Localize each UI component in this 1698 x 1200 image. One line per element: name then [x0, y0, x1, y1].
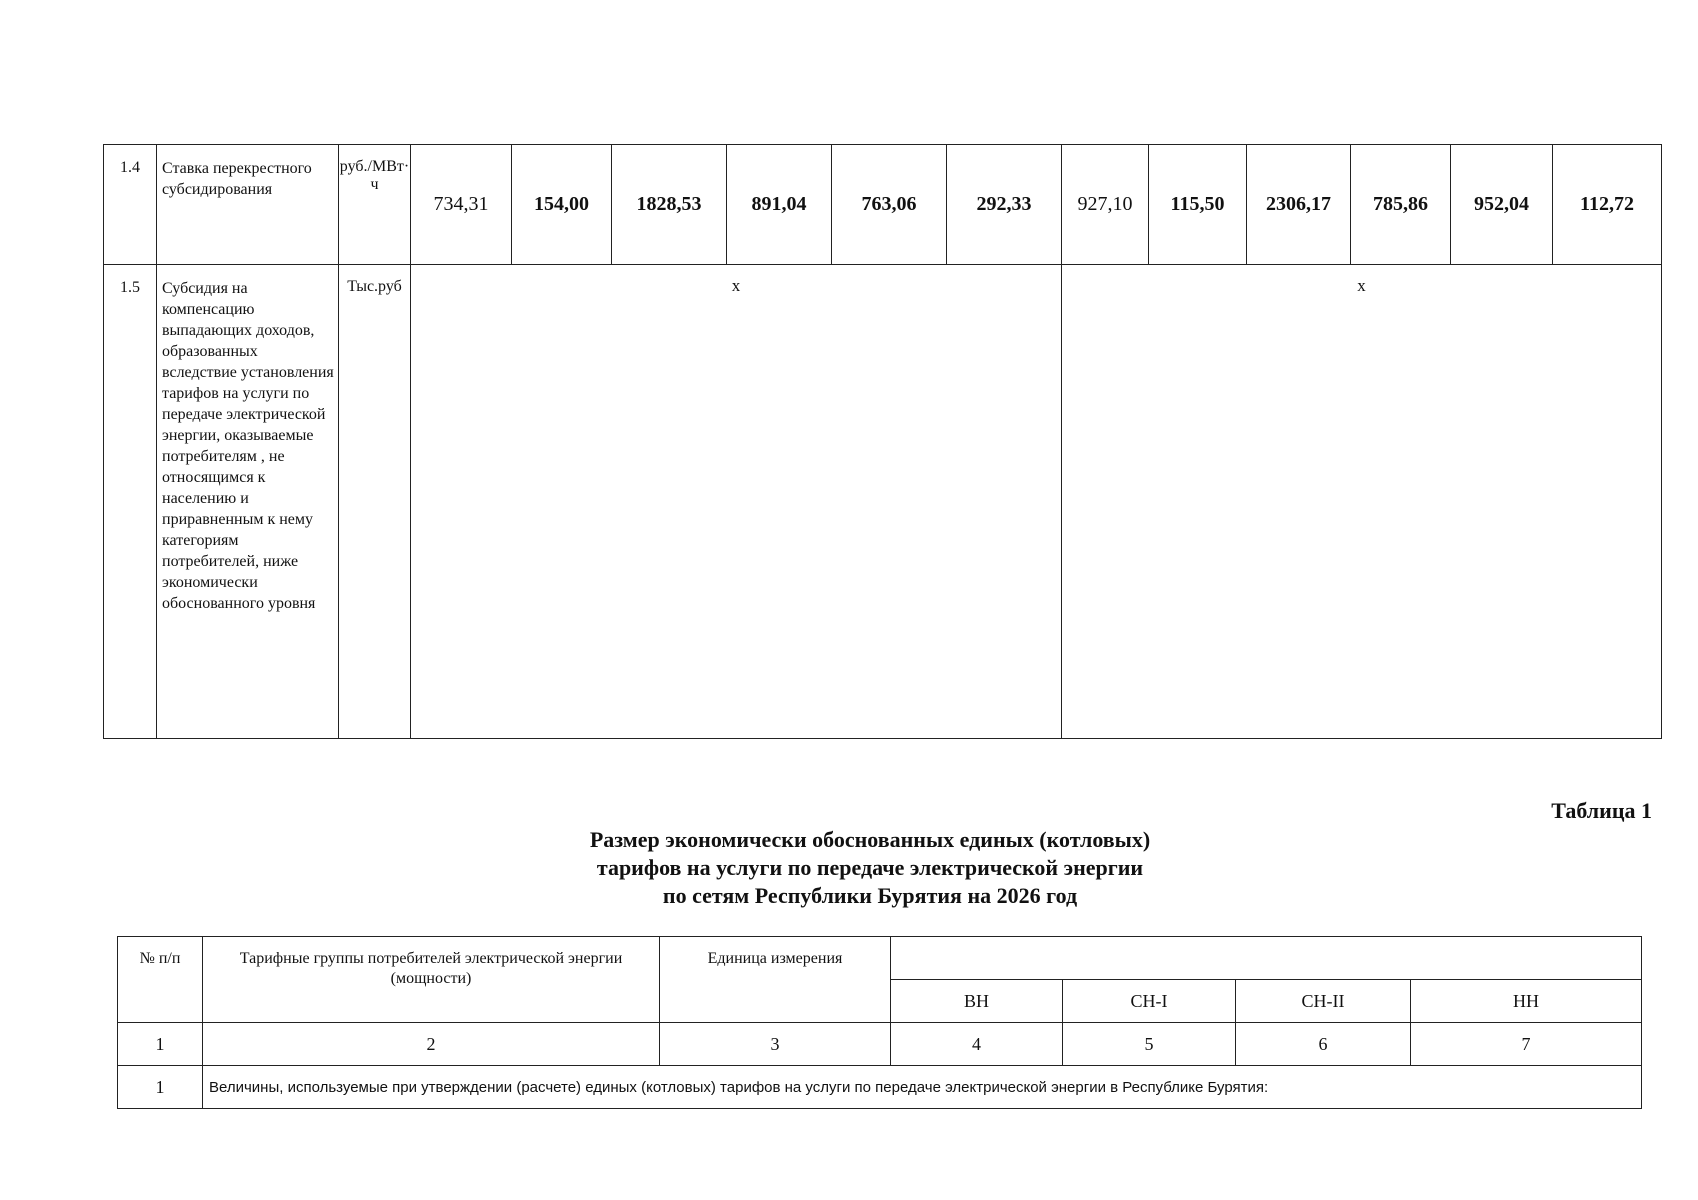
header-voltage-group — [891, 937, 1642, 980]
header-voltage: НН — [1411, 980, 1642, 1023]
title-line: по сетям Республики Бурятия на 2026 год — [662, 883, 1078, 908]
value-cell: 112,72 — [1553, 145, 1662, 265]
table-row — [104, 145, 1662, 265]
not-applicable-mark: x — [1062, 265, 1662, 739]
header-group: Тарифные группы потребителей электрической энергии (мощности) — [203, 937, 660, 1023]
row-number: 1 — [118, 1066, 203, 1109]
value-cell: 763,06 — [832, 145, 947, 265]
row-unit: руб./МВт·ч — [339, 145, 411, 265]
column-number: 2 — [203, 1023, 660, 1066]
column-number: 5 — [1063, 1023, 1236, 1066]
column-number: 3 — [660, 1023, 891, 1066]
table-row — [118, 1066, 1642, 1109]
value-cell: 2306,17 — [1247, 145, 1351, 265]
column-number: 4 — [891, 1023, 1063, 1066]
tariff-table — [117, 936, 1642, 1109]
value-cell: 927,10 — [1062, 145, 1149, 265]
not-applicable-mark: x — [411, 265, 1062, 739]
column-number: 1 — [118, 1023, 203, 1066]
value-cell: 785,86 — [1351, 145, 1451, 265]
header-row — [118, 937, 1642, 980]
value-cell: 734,31 — [411, 145, 512, 265]
row-text: Величины, используемые при утверждении (расчете) единых (котловых) тарифов на услуги по передаче электрической энергии в Республике Бурятия: — [203, 1066, 1642, 1109]
title-line: Размер экономически обоснованных единых (котловых) — [589, 827, 1151, 852]
header-unit: Единица измерения — [660, 937, 891, 1023]
value-cell: 891,04 — [727, 145, 832, 265]
header-voltage: СН-II — [1236, 980, 1411, 1023]
value-cell: 154,00 — [512, 145, 612, 265]
subsidy-table — [103, 144, 1662, 739]
row-name: Ставка перекрестного субсидирования — [157, 145, 339, 265]
header-voltage: ВН — [891, 980, 1063, 1023]
document-title — [370, 826, 1370, 910]
value-cell: 115,50 — [1149, 145, 1247, 265]
row-unit: Тыс.руб — [339, 265, 411, 739]
row-number: 1.5 — [104, 265, 157, 739]
column-number-row — [118, 1023, 1642, 1066]
header-num: № п/п — [118, 937, 203, 1023]
column-number: 6 — [1236, 1023, 1411, 1066]
column-number: 7 — [1411, 1023, 1642, 1066]
table-label: Таблица 1 — [1551, 798, 1652, 823]
title-line: тарифов на услуги по передаче электрической энергии — [596, 855, 1144, 880]
row-number: 1.4 — [104, 145, 157, 265]
header-voltage: СН-I — [1063, 980, 1236, 1023]
table-row — [104, 265, 1662, 739]
value-cell: 292,33 — [947, 145, 1062, 265]
row-name: Субсидия на компенсацию выпадающих доходов, образованных вследствие установления тарифов на услуги по передаче электрической энергии, оказываемые потребителям , не относящимся к населению и приравненным к нему категориям потребителей, ниже экономически обоснованного уровня — [157, 265, 339, 739]
value-cell: 952,04 — [1451, 145, 1553, 265]
value-cell: 1828,53 — [612, 145, 727, 265]
